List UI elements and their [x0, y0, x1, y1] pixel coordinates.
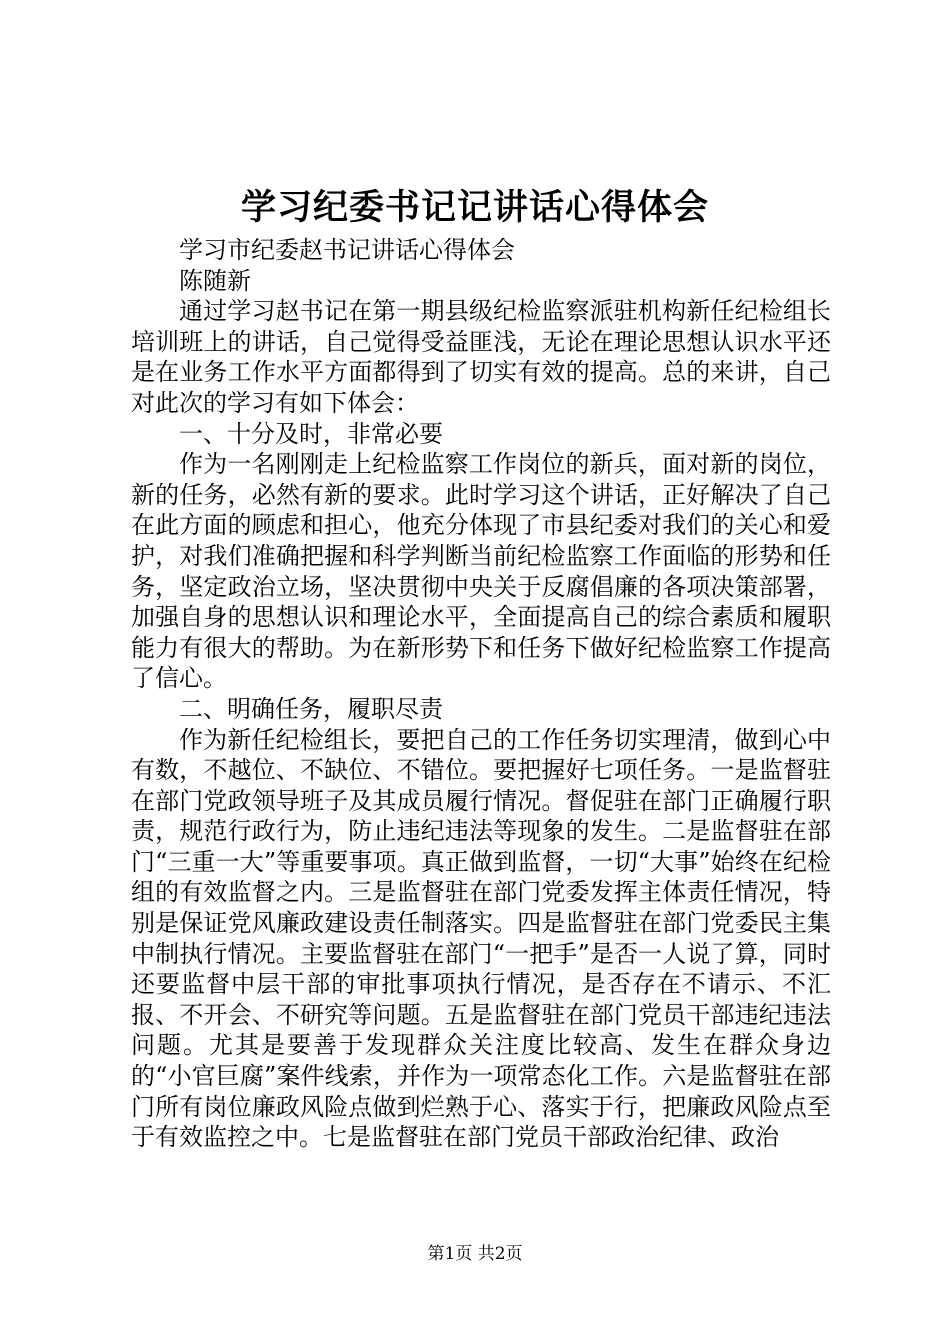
document-body [131, 235, 831, 1153]
intro-paragraph: 通过学习赵书记在第一期县级纪检监察派驻机构新任纪检组长培训班上的讲话，自己觉得受益匪浅，无论在理论思想认识水平还是在业务工作水平方面都得到了切实有效的提高。总的来讲，自己对此次的学习有如下体会： [131, 297, 831, 417]
section-heading-2: 二、明确任务，履职尽责 [179, 694, 443, 723]
section-1-paragraph: 作为一名刚刚走上纪检监察工作岗位的新兵，面对新的岗位，新的任务，必然有新的要求。此时学习这个讲话，正好解决了自己在此方面的顾虑和担心，他充分体现了市县纪委对我们的关心和爱护，对我们准确把握和科学判断当前纪检监察工作面临的形势和任务，坚定政治立场，坚决贯彻中央关于反腐倡廉的各项决策部署，加强自身的思想认识和理论水平，全面提高自己的综合素质和履职能力有很大的帮助。为在新形势下和任务下做好纪检监察工作提高了信心。 [131, 450, 831, 693]
subtitle-paragraph: 学习市纪委赵书记讲话心得体会 [179, 236, 515, 264]
author-paragraph: 陈随新 [179, 266, 251, 295]
section-heading-1: 一、十分及时，非常必要 [179, 419, 443, 448]
section-2-paragraph: 作为新任纪检组长，要把自己的工作任务切实理清，做到心中有数，不越位、不缺位、不错位。要把握好七项任务。一是监督驻在部门党政领导班子及其成员履行情况。督促驻在部门正确履行职责，规范行政行为，防止违纪违法等现象的发生。二是监督驻在部门“三重一大”等重要事项。真正做到监督，一切“大事”始终在纪检组的有效监督之内。三是监督驻在部门党委发挥主体责任情况，特别是保证党风廉政建设责任制落实。四是监督驻在部门党委民主集中制执行情况。主要监督驻在部门“一把手”是否一人说了算，同时还要监督中层干部的审批事项执行情况，是否存在不请示、不汇报、不开会、不研究等问题。五是监督驻在部门党员干部违纪违法问题。尤其是要善于发现群众关注度比较高、发生在群众身边的“小官巨腐”案件线索，并作为一项常态化工作。六是监督驻在部门所有岗位廉政风险点做到烂熟于心、落实于行，把廉政风险点至于有效监控之中。七是监督驻在部门党员干部政治纪律、政治 [131, 725, 831, 1152]
document-title: 学习纪委书记记讲话心得体会 [240, 187, 709, 228]
page-footer: 第1页 共2页 [427, 1244, 523, 1264]
